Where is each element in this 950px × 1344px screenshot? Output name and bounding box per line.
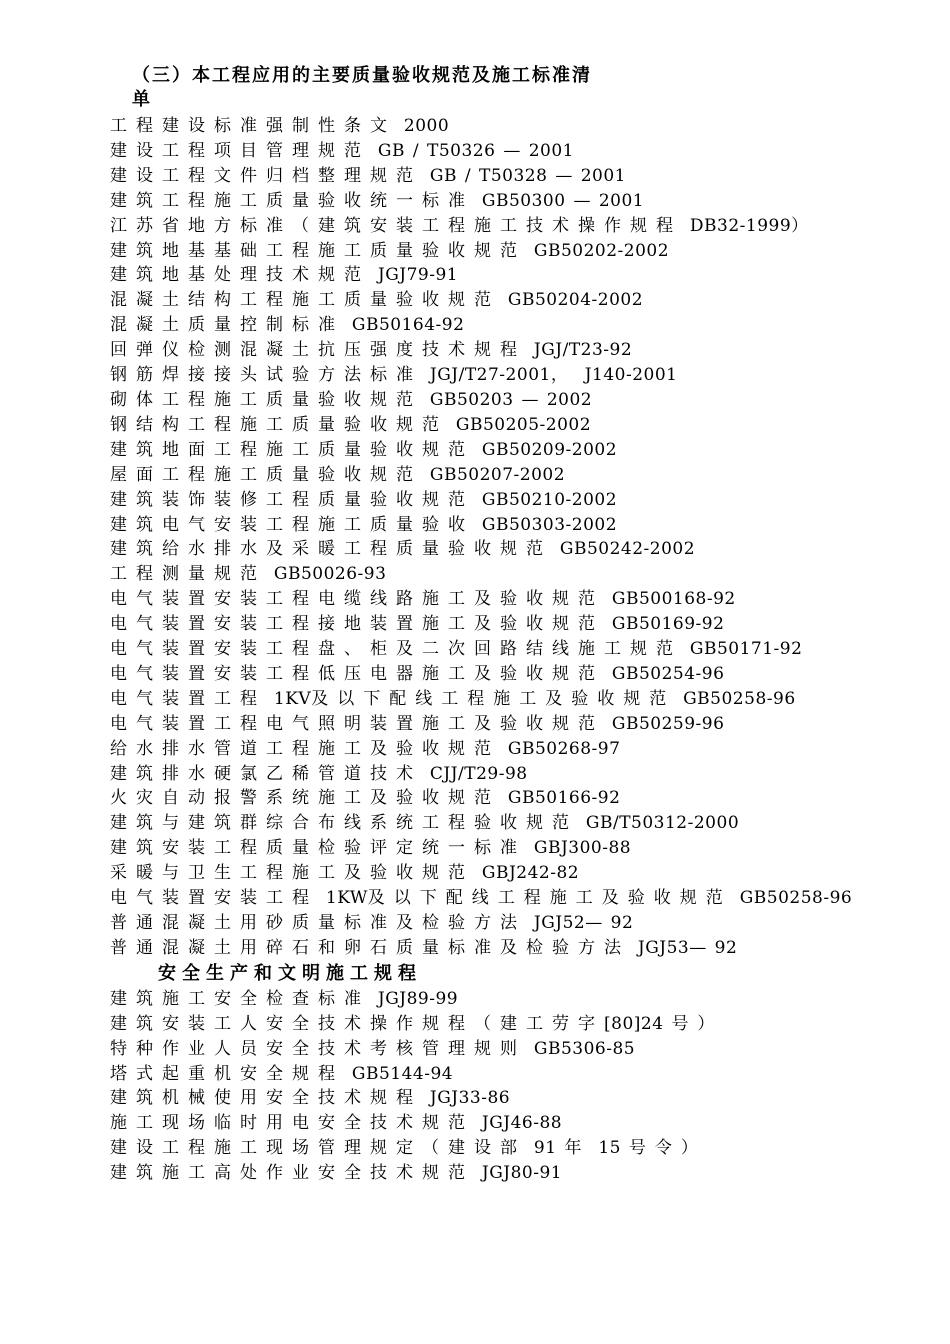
standard-item: 塔式起重机安全规程 GB5144-94 bbox=[110, 1063, 454, 1084]
standard-item: 工程测量规范 GB50026-93 bbox=[110, 564, 387, 585]
standard-item: 钢结构工程施工质量验收规范 GB50205-2002 bbox=[110, 414, 592, 435]
standard-item: 建设工程项目管理规范 GB / T50326 — 2001 bbox=[110, 140, 575, 161]
standard-item: 电气装置安装工程低压电器施工及验收规范 GB50254-96 bbox=[110, 663, 725, 684]
standard-item: 电气装置工程 1KV及以下配线工程施工及验收规范 GB50258-96 bbox=[110, 688, 796, 709]
standard-item: 建筑给水排水及采暖工程质量验收规范 GB50242-2002 bbox=[110, 539, 696, 560]
standard-item: 建筑工程施工质量验收统一标准 GB50300 — 2001 bbox=[110, 190, 645, 211]
safety-standards-list bbox=[60, 987, 890, 1186]
standard-item: 建设工程施工现场管理规定（建设部 91 年 15 号令） bbox=[110, 1138, 707, 1159]
standard-item: 建设工程文件归档整理规范 GB / T50328 — 2001 bbox=[110, 165, 627, 186]
standard-item: 电气装置安装工程 1KW及以下配线工程施工及验收规范 GB50258-96 bbox=[110, 888, 853, 909]
standard-item: 工程建设标准强制性条文 2000 bbox=[110, 116, 450, 136]
standard-item: 建筑施工安全检查标准 JGJ89-99 bbox=[110, 988, 459, 1009]
standard-item: 采暖与卫生工程施工及验收规范 GBJ242-82 bbox=[110, 863, 580, 884]
standard-item: 建筑地面工程施工质量验收规范 GB50209-2002 bbox=[110, 439, 618, 460]
standard-item: 电气装置安装工程接地装置施工及验收规范 GB50169-92 bbox=[110, 614, 725, 635]
standard-item: 建筑安装工程质量检验评定统一标准 GBJ300-88 bbox=[110, 838, 632, 859]
standard-item: 普通混凝土用碎石和卵石质量标准及检验方法 JGJ53— 92 bbox=[110, 937, 738, 958]
standard-item: 施工现场临时用电安全技术规范 JGJ46-88 bbox=[110, 1113, 563, 1134]
standard-item: 江苏省地方标准（建筑安装工程施工技术操作规程 DB32-1999） bbox=[110, 215, 818, 236]
quality-standards-list bbox=[60, 114, 890, 961]
section-heading-quality-standards bbox=[60, 64, 890, 112]
standard-item: 特种作业人员安全技术考核管理规则 GB5306-85 bbox=[110, 1038, 636, 1059]
section-heading-safety: 安全生产和文明施工规程 bbox=[158, 962, 422, 984]
standard-item: 电气装置安装工程电缆线路施工及验收规范 GB500168-92 bbox=[110, 589, 736, 610]
standard-item: 建筑电气安装工程施工质量验收 GB50303-2002 bbox=[110, 514, 618, 535]
standard-item: 给水排水管道工程施工及验收规范 GB50268-97 bbox=[110, 738, 621, 759]
standard-item: 建筑排水硬氯乙稀管道技术 CJJ/T29-98 bbox=[110, 763, 528, 784]
standard-item: 屋面工程施工质量验收规范 GB50207-2002 bbox=[110, 464, 566, 485]
standard-item: 混凝土质量控制标准 GB50164-92 bbox=[110, 315, 465, 336]
standard-item: 建筑与建筑群综合布线系统工程验收规范 GB/T50312-2000 bbox=[110, 813, 740, 834]
standard-item: 电气装置安装工程盘、柜及二次回路结线施工规范 GB50171-92 bbox=[110, 639, 803, 660]
standard-item: 建筑地基基础工程施工质量验收规范 GB50202-2002 bbox=[110, 240, 670, 261]
standard-item: 建筑装饰装修工程质量验收规范 GB50210-2002 bbox=[110, 489, 618, 510]
standard-item: 混凝土结构工程施工质量验收规范 GB50204-2002 bbox=[110, 290, 644, 311]
standard-item: 建筑地基处理技术规范 JGJ79-91 bbox=[110, 265, 459, 286]
heading-line-1: （三）本工程应用的主要质量验收规范及施工标准清 bbox=[132, 65, 592, 86]
standard-item: 砌体工程施工质量验收规范 GB50203 — 2002 bbox=[110, 389, 593, 410]
standard-item: 建筑安装工人安全技术操作规程（建工劳字[80]24 号） bbox=[110, 1013, 724, 1034]
standard-item: 回弹仪检测混凝土抗压强度技术规程 JGJ/T23-92 bbox=[110, 340, 633, 361]
document-page bbox=[60, 64, 890, 1186]
standard-item: 电气装置工程电气照明装置施工及验收规范 GB50259-96 bbox=[110, 713, 725, 734]
standard-item: 普通混凝土用砂质量标准及检验方法 JGJ52— 92 bbox=[110, 913, 634, 933]
standard-item: 钢筋焊接接头试验方法标准 JGJ/T27-2001， J140-2001 bbox=[110, 365, 678, 386]
standard-item: 火灾自动报警系统施工及验收规范 GB50166-92 bbox=[110, 788, 621, 809]
heading-line-2: 单 bbox=[132, 89, 152, 110]
standard-item: 建筑施工高处作业安全技术规范 JGJ80-91 bbox=[110, 1163, 563, 1184]
standard-item: 建筑机械使用安全技术规程 JGJ33-86 bbox=[110, 1088, 511, 1109]
